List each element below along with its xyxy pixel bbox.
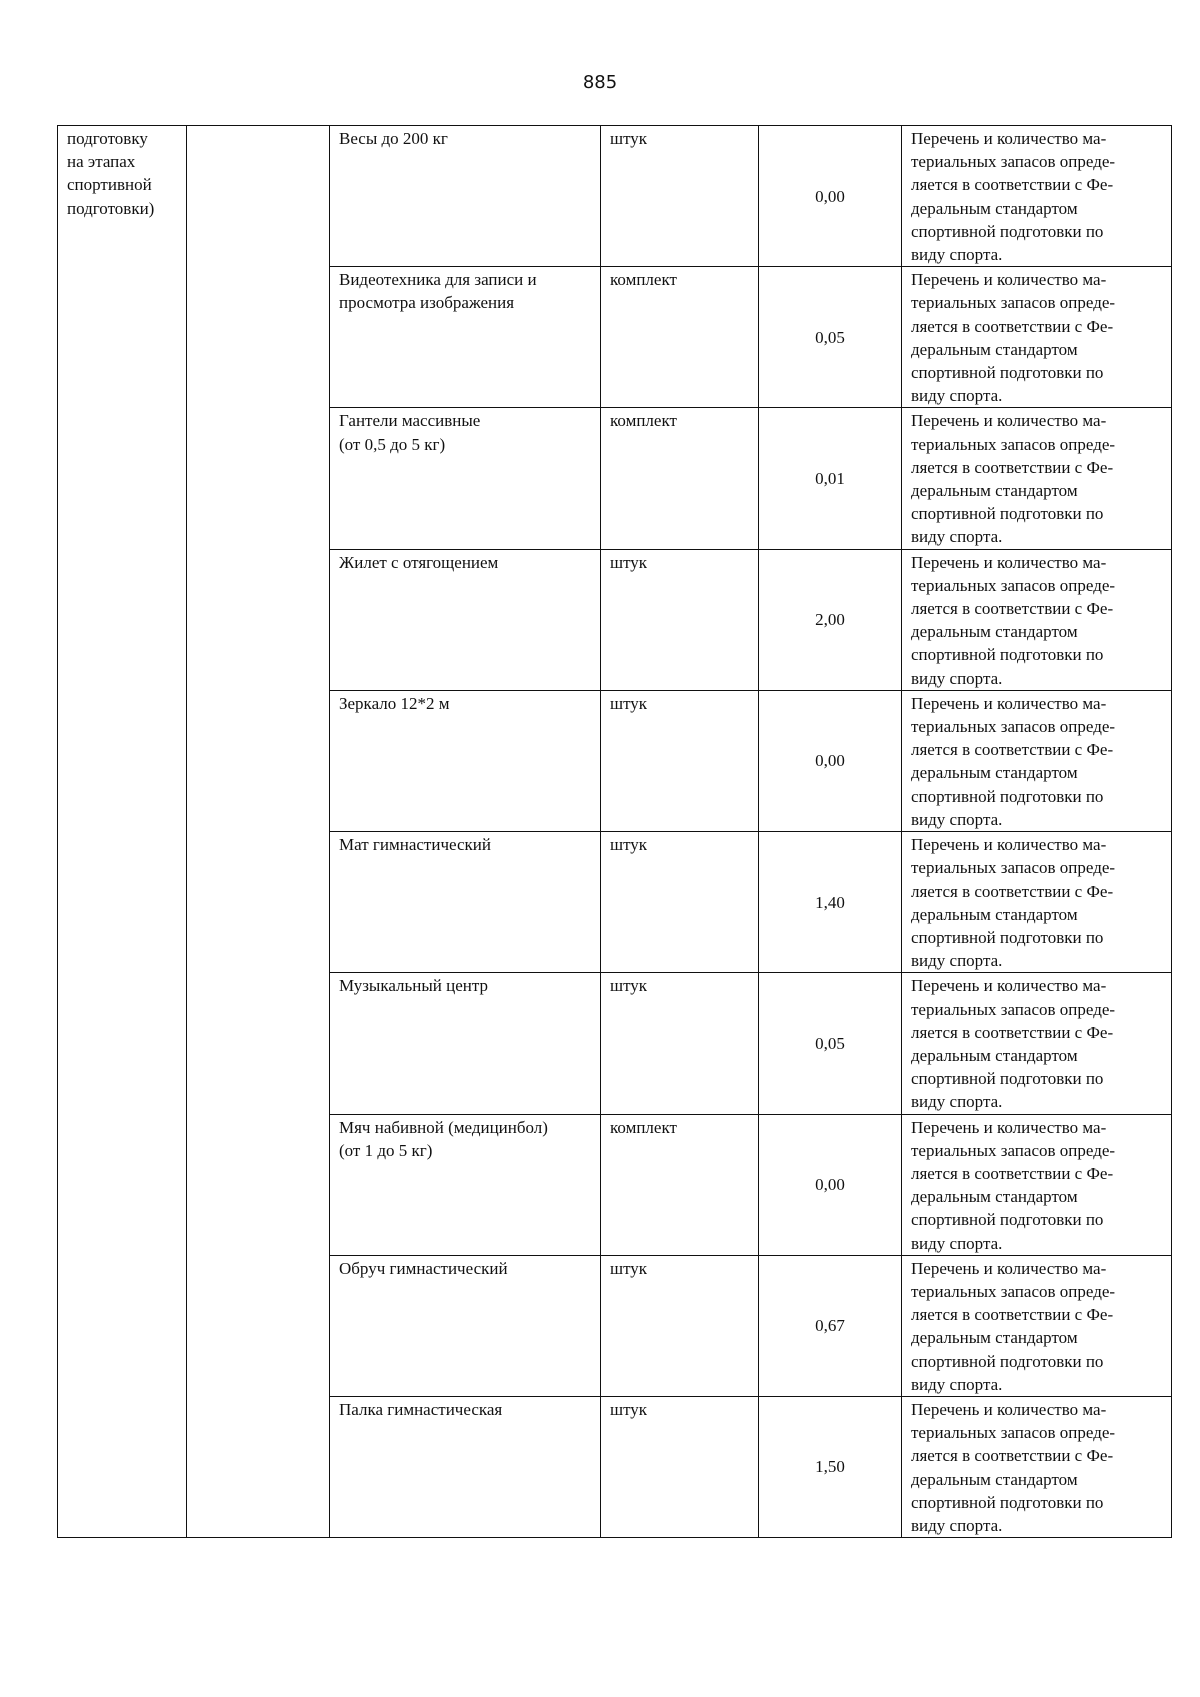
note-cell: Перечень и количество ма- териальных запасов опреде- ляется в соответствии с Фе- деральным стандартом спортивной подготовки по виду спорта. bbox=[902, 973, 1172, 1114]
empty-cell bbox=[187, 126, 330, 1538]
item-name-cell: Музыкальный центр bbox=[330, 973, 601, 1114]
item-name-cell: Палка гимнастическая bbox=[330, 1396, 601, 1537]
unit-cell: штук bbox=[601, 832, 759, 973]
unit-cell: комплект bbox=[601, 408, 759, 549]
quantity-cell: 1,50 bbox=[759, 1396, 902, 1537]
quantity-cell: 0,05 bbox=[759, 267, 902, 408]
unit-cell: штук bbox=[601, 549, 759, 690]
quantity-cell: 0,00 bbox=[759, 126, 902, 267]
note-cell: Перечень и количество ма- териальных запасов опреде- ляется в соответствии с Фе- деральным стандартом спортивной подготовки по виду спорта. bbox=[902, 1396, 1172, 1537]
quantity-cell: 0,05 bbox=[759, 973, 902, 1114]
quantity-cell: 0,67 bbox=[759, 1255, 902, 1396]
item-name-cell: Зеркало 12*2 м bbox=[330, 690, 601, 831]
note-cell: Перечень и количество ма- териальных запасов опреде- ляется в соответствии с Фе- деральным стандартом спортивной подготовки по виду спорта. bbox=[902, 126, 1172, 267]
item-name-cell: Обруч гимнастический bbox=[330, 1255, 601, 1396]
note-cell: Перечень и количество ма- териальных запасов опреде- ляется в соответствии с Фе- деральным стандартом спортивной подготовки по виду спорта. bbox=[902, 690, 1172, 831]
note-cell: Перечень и количество ма- териальных запасов опреде- ляется в соответствии с Фе- деральным стандартом спортивной подготовки по виду спорта. bbox=[902, 408, 1172, 549]
item-name-cell: Видеотехника для записи и просмотра изображения bbox=[330, 267, 601, 408]
table-row bbox=[58, 126, 1172, 267]
note-cell: Перечень и количество ма- териальных запасов опреде- ляется в соответствии с Фе- деральным стандартом спортивной подготовки по виду спорта. bbox=[902, 1114, 1172, 1255]
unit-cell: комплект bbox=[601, 267, 759, 408]
quantity-cell: 2,00 bbox=[759, 549, 902, 690]
item-name-cell: Гантели массивные (от 0,5 до 5 кг) bbox=[330, 408, 601, 549]
page-number: 885 bbox=[582, 72, 618, 93]
unit-cell: штук bbox=[601, 1255, 759, 1396]
quantity-cell: 0,01 bbox=[759, 408, 902, 549]
item-name-cell: Мяч набивной (медицинбол) (от 1 до 5 кг) bbox=[330, 1114, 601, 1255]
item-name-cell: Мат гимнастический bbox=[330, 832, 601, 973]
unit-cell: комплект bbox=[601, 1114, 759, 1255]
unit-cell: штук bbox=[601, 1396, 759, 1537]
item-name-cell: Весы до 200 кг bbox=[330, 126, 601, 267]
unit-cell: штук bbox=[601, 973, 759, 1114]
quantity-cell: 0,00 bbox=[759, 1114, 902, 1255]
note-cell: Перечень и количество ма- териальных запасов опреде- ляется в соответствии с Фе- деральным стандартом спортивной подготовки по виду спорта. bbox=[902, 549, 1172, 690]
quantity-cell: 1,40 bbox=[759, 832, 902, 973]
equipment-table bbox=[57, 125, 1172, 1538]
item-name-cell: Жилет с отягощением bbox=[330, 549, 601, 690]
note-cell: Перечень и количество ма- териальных запасов опреде- ляется в соответствии с Фе- деральным стандартом спортивной подготовки по виду спорта. bbox=[902, 1255, 1172, 1396]
quantity-cell: 0,00 bbox=[759, 690, 902, 831]
note-cell: Перечень и количество ма- териальных запасов опреде- ляется в соответствии с Фе- деральным стандартом спортивной подготовки по виду спорта. bbox=[902, 832, 1172, 973]
unit-cell: штук bbox=[601, 690, 759, 831]
unit-cell: штук bbox=[601, 126, 759, 267]
table-body bbox=[58, 126, 1172, 1538]
stage-cell: подготовку на этапах спортивной подготовки) bbox=[58, 126, 187, 1538]
note-cell: Перечень и количество ма- териальных запасов опреде- ляется в соответствии с Фе- деральным стандартом спортивной подготовки по виду спорта. bbox=[902, 267, 1172, 408]
